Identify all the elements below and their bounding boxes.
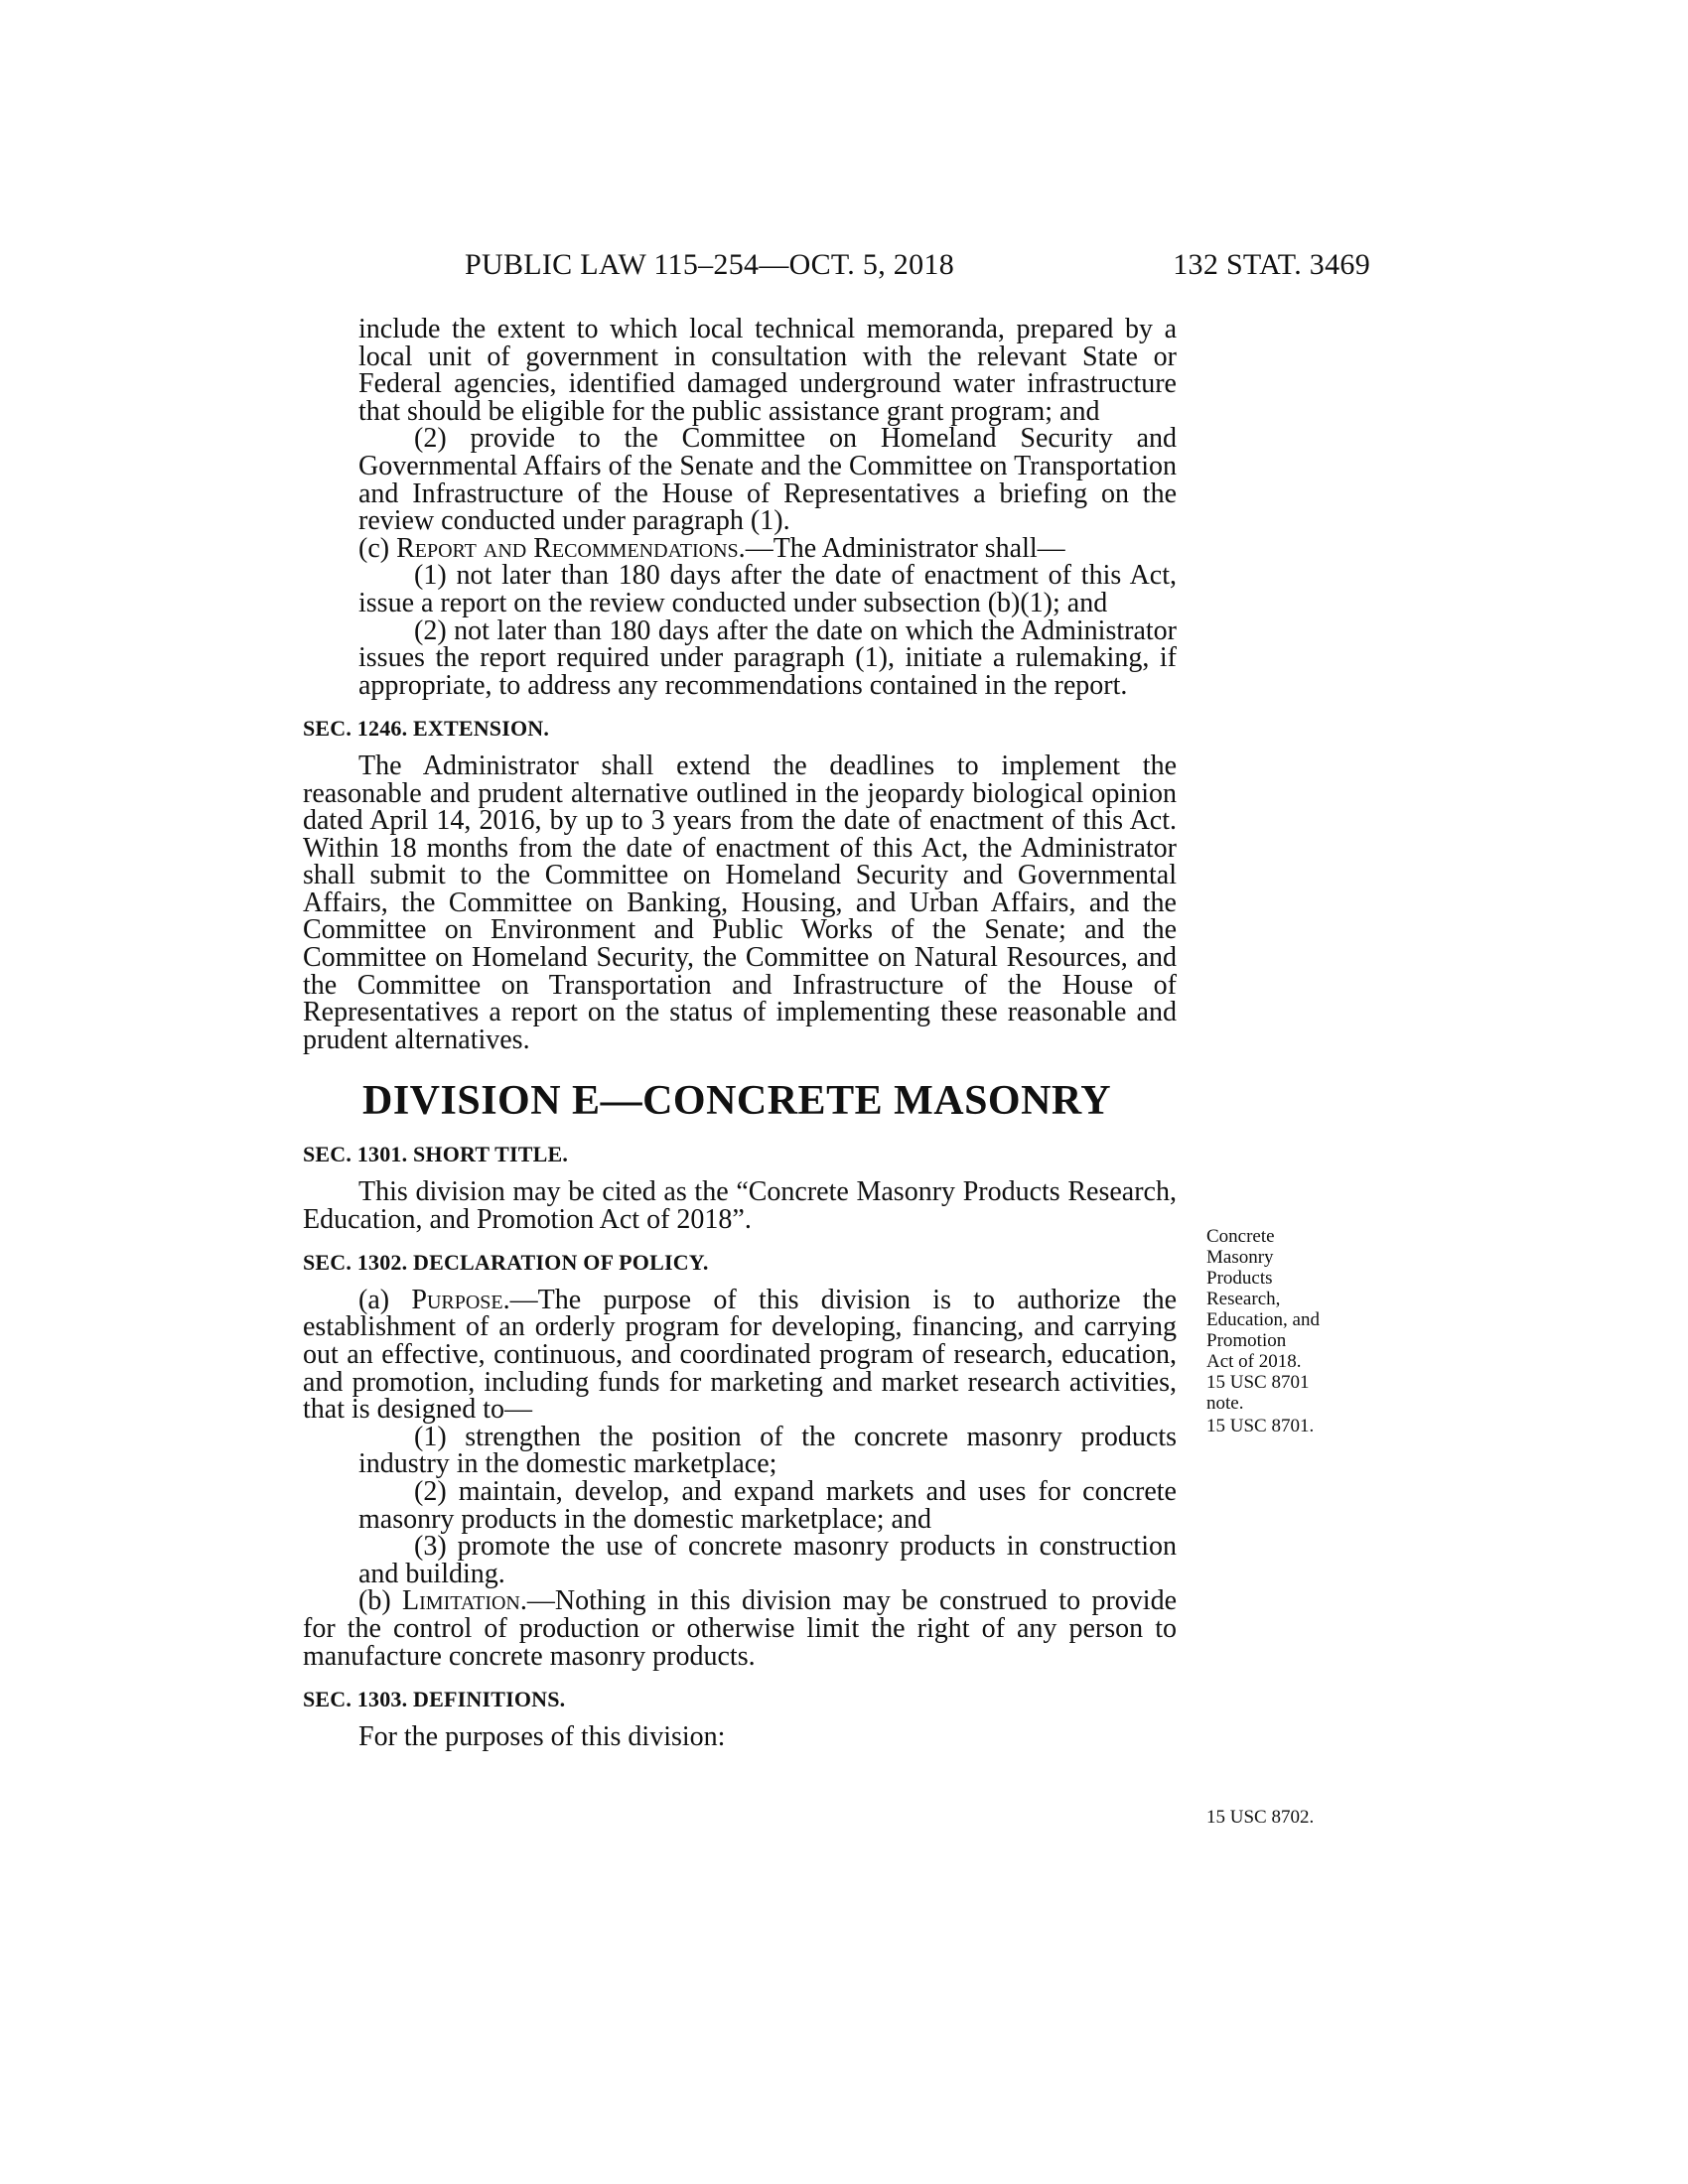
section-1301-text: This division may be cited as the “Concrete Masonry Products Research, Education, and Promotion Act of 2018”. (303, 1176, 1177, 1235)
section-1246-text: The Administrator shall extend the deadlines to implement the reasonable and prudent alternative outlined in the jeopardy biological opinion dated April 14, 2016, by up to 3 years from the date of enactment of this Act. Within 18 months from the date of enactment of this Act, the Administrator shall submit to the Committee on Homeland Security and Governmental Affairs, the Committee on Banking, Housing, and Urban Affairs, and the Committee on Environment and Public Works of the Senate; and the Committee on Homeland Security, the Committee on Natural Resources, and the Committee on Transportation and Infrastructure of the House of Representatives a report on the status of implementing these reasonable and prudent alternatives. (303, 750, 1177, 1055)
margin-note-line: Concrete (1206, 1226, 1275, 1247)
subsection-label: (a) (358, 1284, 412, 1315)
margin-note-line: 15 USC 8701 (1206, 1372, 1310, 1393)
subsection-heading: Report and Recommendations. (396, 532, 746, 564)
purpose-paragraph (303, 1284, 1177, 1426)
subsection-heading: Purpose. (411, 1284, 510, 1315)
margin-note-line: note. (1206, 1393, 1244, 1414)
paragraph-report-recommendations (303, 532, 1177, 564)
section-heading-1302: SEC. 1302. DECLARATION OF POLICY. (303, 1250, 709, 1276)
margin-note-line: Products (1206, 1268, 1273, 1289)
limitation-paragraph (303, 1587, 1177, 1670)
subsection-heading: Limitation. (402, 1585, 527, 1617)
paragraph-continued: include the extent to which local technical memoranda, prepared by a local unit of government in consultation with the relevant State or Federal agencies, identified damaged underground water infrastructure that should be eligible for the public assistance grant program; and (358, 314, 1177, 427)
section-heading-1301: SEC. 1301. SHORT TITLE. (303, 1142, 569, 1167)
running-head: PUBLIC LAW 115–254—OCT. 5, 2018 (465, 248, 955, 281)
section-1303-text: For the purposes of this division: (358, 1720, 726, 1752)
subsection-label: (b) (358, 1585, 403, 1617)
purpose-item-1: (1) strengthen the position of the concrete masonry products industry in the domestic marketplace; (358, 1421, 1177, 1480)
statute-citation: 132 STAT. 3469 (1173, 248, 1370, 281)
subsection-text: —The Administrator shall— (745, 532, 1065, 564)
paragraph-report-2: (2) not later than 180 days after the date on which the Administrator issues the report required under paragraph (1), initiate a rulemaking, if appropriate, to address any recommendations contained in the report. (358, 614, 1177, 701)
margin-note-line: Research, (1206, 1289, 1281, 1309)
margin-note-line: Masonry (1206, 1247, 1274, 1268)
subsection-label: (c) (358, 532, 397, 564)
paragraph-2: (2) provide to the Committee on Homeland Security and Governmental Affairs of the Senate and the Committee on Transportation and Infrastructure of the House of Representatives a briefing on the review conducted under paragraph (1). (358, 423, 1177, 537)
body-text (303, 316, 1177, 1750)
margin-note-8702: 15 USC 8702. (1206, 1807, 1315, 1828)
section-heading-1246: SEC. 1246. EXTENSION. (303, 716, 550, 742)
margin-note-line: Education, and (1206, 1309, 1320, 1330)
subsection-text: —The purpose of this division is to authorize the establishment of an orderly program for developing, financing, and carrying out an effective, continuous, and coordinated program of research, education, and promotion, including funds for marketing and market research activities, that is designed to— (303, 1284, 1177, 1426)
section-heading-1303: SEC. 1303. DEFINITIONS. (303, 1687, 566, 1712)
margin-note-8701: 15 USC 8701. (1206, 1416, 1315, 1436)
margin-note-line: Promotion (1206, 1330, 1287, 1351)
purpose-item-2: (2) maintain, develop, and expand markets and uses for concrete masonry products in the domestic marketplace; and (358, 1475, 1177, 1535)
division-title: DIVISION E—CONCRETE MASONRY (362, 1078, 1112, 1125)
page-header (298, 248, 1370, 288)
margin-note-short-title (1206, 1226, 1380, 1436)
subsection-text: —Nothing in this division may be construed to provide for the control of production or otherwise limit the right of any person to manufacture concrete masonry products. (303, 1585, 1177, 1672)
margin-note-8702-block (1206, 1807, 1380, 1828)
purpose-item-3: (3) promote the use of concrete masonry products in construction and building. (358, 1531, 1177, 1589)
paragraph-report-1: (1) not later than 180 days after the date of enactment of this Act, issue a report on the review conducted under subsection (b)(1); and (358, 560, 1177, 618)
margin-note-line: Act of 2018. (1206, 1351, 1302, 1372)
